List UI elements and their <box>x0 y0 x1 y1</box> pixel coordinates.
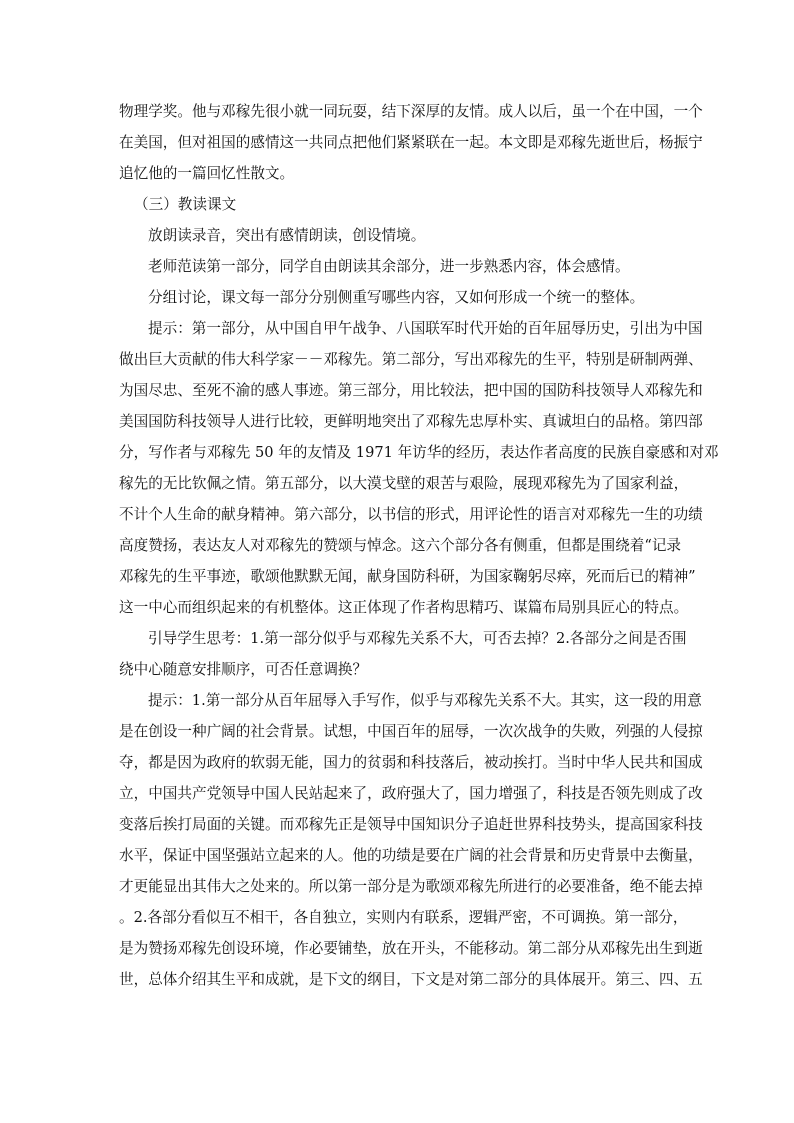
text-line: 放朗读录音，突出有感情朗读，创设情境。 <box>148 227 426 244</box>
text-line: 稼先的无比钦佩之情。第五部分，以大漠戈壁的艰苦与艰险，展现邓稼先为了国家利益， <box>119 475 689 492</box>
text-line: 邓稼先的生平事迹，歌颂他默默无闻，献身国防科研，为国家鞠躬尽瘁，死而后已的精神” <box>119 568 696 585</box>
text-line: 是在创设一种广阔的社会背景。试想，中国百年的屈辱，一次次战争的失败，列强的人侵掠 <box>119 723 703 740</box>
text-line: 变落后挨打局面的关键。而邓稼先正是领导中国知识分子追赶世界科技势头，提高国家科技 <box>119 816 703 833</box>
text-line: 老师范读第一部分，同学自由朗读其余部分，进一步熟悉内容，体会感情。 <box>148 258 630 275</box>
text-line: 追忆他的一篇回忆性散文。 <box>119 165 295 182</box>
text-line: 是为赞扬邓稼先创设环境，作必要铺垫，放在开头，不能移动。第二部分从邓稼先出生到逝 <box>119 940 703 957</box>
text-line: 为国尽忠、至死不渝的感人事迹。第三部分，用比较法，把中国的国防科技领导人邓稼先和 <box>119 382 703 399</box>
text-line: 不计个人生命的献身精神。第六部分，以书信的形式，用评论性的语言对邓稼先一生的功绩 <box>119 506 703 523</box>
text-line: 才更能显出其伟大之处来的。所以第一部分是为歌颂邓稼先所进行的必要准备，绝不能去掉 <box>119 878 703 895</box>
text-line: 分，写作者与邓稼先 50 年的友情及 1971 年访华的经历，表达作者高度的民族自豪感和对邓 <box>119 444 719 461</box>
section-heading: （三）教读课文 <box>134 196 237 213</box>
text-line: 提示：1.第一部分从百年屈辱入手写作，似乎与邓稼先关系不大。其实，这一段的用意 <box>148 692 702 709</box>
text-line: 提示：第一部分，从中国自甲午战争、八国联军时代开始的百年屈辱历史，引出为中国 <box>148 320 703 337</box>
text-line: 物理学奖。他与邓稼先很小就一同玩耍，结下深厚的友情。成人以后，虽一个在中国，一个 <box>119 103 703 120</box>
text-line: 水平，保证中国坚强站立起来的人。他的功绩是要在广阔的社会背景和历史背景中去衡量， <box>119 847 703 864</box>
text-line: 美国国防科技领导人进行比较，更鲜明地突出了邓稼先忠厚朴实、真诚坦白的品格。第四部 <box>119 413 703 430</box>
text-line: 这一中心而组织起来的有机整体。这正体现了作者构思精巧、谋篇布局别具匠心的特点。 <box>119 599 689 616</box>
text-line: 引导学生思考：1.第一部分似乎与邓稼先关系不大，可否去掉？2.各部分之间是否围 <box>148 630 687 647</box>
text-line: 。2.各部分看似互不相干，各自独立，实则内有联系，逻辑严密，不可调换。第一部分， <box>119 909 688 926</box>
document-page <box>119 96 719 995</box>
text-line: 夺，都是因为政府的软弱无能，国力的贫弱和科技落后，被动挨打。当时中华人民共和国成 <box>119 754 703 771</box>
text-line: 世，总体介绍其生平和成就，是下文的纲目，下文是对第二部分的具体展开。第三、四、五 <box>119 971 703 988</box>
text-line: 在美国，但对祖国的感情这一共同点把他们紧紧联在一起。本文即是邓稼先逝世后，杨振宁 <box>119 134 703 151</box>
text-line: 绕中心随意安排顺序，可否任意调换？ <box>119 661 368 678</box>
text-line: 分组讨论，课文每一部分分别侧重写哪些内容，又如何形成一个统一的整体。 <box>148 289 645 306</box>
text-line: 立，中国共产党领导中国人民站起来了，政府强大了，国力增强了，科技是否领先则成了改 <box>119 785 703 802</box>
text-line: 做出巨大贡献的伟大科学家－－邓稼先。第二部分，写出邓稼先的生平，特别是研制两弹、 <box>119 351 703 368</box>
text-line: 高度赞扬，表达友人对邓稼先的赞颂与悼念。这六个部分各有侧重，但都是围绕着“记录 <box>119 537 682 554</box>
